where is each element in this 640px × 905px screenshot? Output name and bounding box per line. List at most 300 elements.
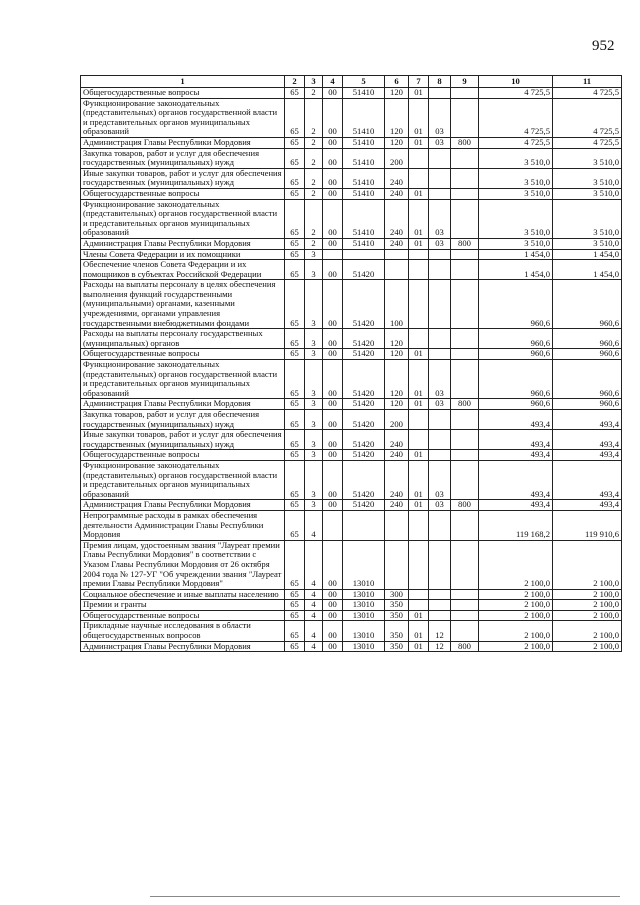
- amount-cell: 2 100,0: [479, 589, 553, 600]
- code-cell: [451, 600, 479, 611]
- column-header: 5: [343, 76, 385, 88]
- name-cell: Расходы на выплаты персоналу государственных (муниципальных) органов: [81, 329, 285, 349]
- code-cell: [409, 148, 429, 168]
- code-cell: 800: [451, 238, 479, 249]
- column-header: 6: [385, 76, 409, 88]
- table-row: [81, 621, 622, 641]
- amount-cell: 960,6: [479, 399, 553, 410]
- amount-cell: 960,6: [479, 329, 553, 349]
- code-cell: 65: [285, 430, 305, 450]
- amount-cell: 2 100,0: [479, 641, 553, 652]
- table-row: [81, 329, 622, 349]
- code-cell: [451, 460, 479, 499]
- column-header: 9: [451, 76, 479, 88]
- code-cell: 00: [323, 450, 343, 461]
- table-row: [81, 641, 622, 652]
- amount-cell: 4 725,5: [553, 98, 622, 137]
- name-cell: Общегосударственные вопросы: [81, 450, 285, 461]
- code-cell: 65: [285, 600, 305, 611]
- code-cell: 65: [285, 399, 305, 410]
- code-cell: 12: [429, 621, 451, 641]
- code-cell: 2: [305, 238, 323, 249]
- column-header: 10: [479, 76, 553, 88]
- code-cell: 3: [305, 329, 323, 349]
- code-cell: 03: [429, 238, 451, 249]
- amount-cell: 3 510,0: [479, 188, 553, 199]
- name-cell: Иные закупки товаров, работ и услуг для обеспечения государственных (муниципальных) нужд: [81, 168, 285, 188]
- code-cell: 3: [305, 410, 323, 430]
- code-cell: [429, 148, 451, 168]
- amount-cell: 4 725,5: [479, 98, 553, 137]
- table-row: [81, 260, 622, 280]
- amount-cell: 493,4: [479, 410, 553, 430]
- code-cell: 00: [323, 430, 343, 450]
- amount-cell: 1 454,0: [553, 249, 622, 260]
- code-cell: 65: [285, 199, 305, 238]
- amount-cell: 2 100,0: [479, 621, 553, 641]
- amount-cell: 4 725,5: [479, 88, 553, 99]
- table-row: [81, 589, 622, 600]
- code-cell: [323, 510, 343, 540]
- amount-cell: 3 510,0: [553, 199, 622, 238]
- code-cell: 4: [305, 641, 323, 652]
- code-cell: 51420: [343, 329, 385, 349]
- column-header: 11: [553, 76, 622, 88]
- name-cell: Прикладные научные исследования в области общегосударственных вопросов: [81, 621, 285, 641]
- code-cell: 65: [285, 450, 305, 461]
- code-cell: 4: [305, 621, 323, 641]
- page-number: 952: [592, 38, 615, 54]
- code-cell: 00: [323, 600, 343, 611]
- code-cell: 4: [305, 600, 323, 611]
- code-cell: 00: [323, 589, 343, 600]
- table-row: [81, 199, 622, 238]
- code-cell: 51420: [343, 460, 385, 499]
- name-cell: Обеспечение членов Совета Федерации и их помощников в субъектах Российской Федерации: [81, 260, 285, 280]
- budget-table: [80, 75, 622, 652]
- code-cell: 01: [409, 188, 429, 199]
- code-cell: 65: [285, 329, 305, 349]
- code-cell: [429, 188, 451, 199]
- code-cell: 120: [385, 88, 409, 99]
- table-row: [81, 238, 622, 249]
- amount-cell: 493,4: [479, 500, 553, 511]
- code-cell: 51420: [343, 410, 385, 430]
- code-cell: 65: [285, 641, 305, 652]
- code-cell: 03: [429, 137, 451, 148]
- amount-cell: 4 725,5: [479, 137, 553, 148]
- code-cell: 13010: [343, 610, 385, 621]
- code-cell: 13010: [343, 540, 385, 589]
- amount-cell: 3 510,0: [553, 188, 622, 199]
- amount-cell: 2 100,0: [553, 540, 622, 589]
- table-row: [81, 500, 622, 511]
- code-cell: [429, 540, 451, 589]
- code-cell: [429, 249, 451, 260]
- code-cell: 3: [305, 360, 323, 399]
- table-row: [81, 280, 622, 329]
- code-cell: 01: [409, 610, 429, 621]
- code-cell: 13010: [343, 621, 385, 641]
- code-cell: 00: [323, 621, 343, 641]
- code-cell: 3: [305, 260, 323, 280]
- code-cell: 4: [305, 610, 323, 621]
- table-row: [81, 600, 622, 611]
- code-cell: 3: [305, 349, 323, 360]
- name-cell: Премии и гранты: [81, 600, 285, 611]
- code-cell: 3: [305, 500, 323, 511]
- table-row: [81, 430, 622, 450]
- code-cell: 03: [429, 460, 451, 499]
- code-cell: 4: [305, 510, 323, 540]
- amount-cell: 493,4: [553, 450, 622, 461]
- code-cell: 240: [385, 450, 409, 461]
- code-cell: 2: [305, 168, 323, 188]
- code-cell: [343, 510, 385, 540]
- amount-cell: 493,4: [479, 430, 553, 450]
- code-cell: [385, 260, 409, 280]
- name-cell: Администрация Главы Республики Мордовия: [81, 238, 285, 249]
- code-cell: 65: [285, 360, 305, 399]
- code-cell: [429, 450, 451, 461]
- code-cell: 2: [305, 188, 323, 199]
- code-cell: [385, 510, 409, 540]
- name-cell: Администрация Главы Республики Мордовия: [81, 641, 285, 652]
- code-cell: 65: [285, 98, 305, 137]
- code-cell: [323, 249, 343, 260]
- code-cell: 350: [385, 621, 409, 641]
- table-row: [81, 168, 622, 188]
- code-cell: [385, 540, 409, 589]
- code-cell: 01: [409, 360, 429, 399]
- code-cell: 00: [323, 500, 343, 511]
- name-cell: Администрация Главы Республики Мордовия: [81, 500, 285, 511]
- name-cell: Иные закупки товаров, работ и услуг для обеспечения государственных (муниципальных) нужд: [81, 430, 285, 450]
- amount-cell: 3 510,0: [553, 238, 622, 249]
- code-cell: 2: [305, 137, 323, 148]
- code-cell: 00: [323, 98, 343, 137]
- code-cell: [451, 360, 479, 399]
- code-cell: [451, 188, 479, 199]
- code-cell: 65: [285, 260, 305, 280]
- code-cell: 2: [305, 88, 323, 99]
- table-body: [81, 88, 622, 652]
- code-cell: 51420: [343, 349, 385, 360]
- code-cell: 4: [305, 589, 323, 600]
- code-cell: [451, 349, 479, 360]
- amount-cell: 960,6: [553, 329, 622, 349]
- code-cell: [451, 98, 479, 137]
- code-cell: 800: [451, 137, 479, 148]
- amount-cell: 3 510,0: [479, 199, 553, 238]
- amount-cell: 960,6: [553, 360, 622, 399]
- code-cell: [451, 450, 479, 461]
- code-cell: 240: [385, 199, 409, 238]
- name-cell: Общегосударственные вопросы: [81, 349, 285, 360]
- code-cell: 51410: [343, 137, 385, 148]
- code-cell: [385, 249, 409, 260]
- code-cell: 51410: [343, 88, 385, 99]
- code-cell: 03: [429, 98, 451, 137]
- code-cell: 03: [429, 500, 451, 511]
- name-cell: Социальное обеспечение и иные выплаты населению: [81, 589, 285, 600]
- code-cell: [451, 280, 479, 329]
- code-cell: 120: [385, 98, 409, 137]
- amount-cell: 119 168,2: [479, 510, 553, 540]
- code-cell: [429, 260, 451, 280]
- code-cell: 01: [409, 98, 429, 137]
- code-cell: 01: [409, 137, 429, 148]
- code-cell: 01: [409, 199, 429, 238]
- code-cell: [429, 610, 451, 621]
- amount-cell: 2 100,0: [479, 600, 553, 611]
- code-cell: [429, 168, 451, 188]
- code-cell: 01: [409, 238, 429, 249]
- amount-cell: 960,6: [553, 399, 622, 410]
- code-cell: [451, 249, 479, 260]
- table-row: [81, 349, 622, 360]
- code-cell: 51420: [343, 260, 385, 280]
- code-cell: 3: [305, 460, 323, 499]
- code-cell: [429, 329, 451, 349]
- name-cell: Общегосударственные вопросы: [81, 88, 285, 99]
- code-cell: 51420: [343, 450, 385, 461]
- amount-cell: 493,4: [479, 460, 553, 499]
- code-cell: 00: [323, 137, 343, 148]
- amount-cell: 3 510,0: [553, 168, 622, 188]
- amount-cell: 3 510,0: [479, 168, 553, 188]
- code-cell: [451, 589, 479, 600]
- code-cell: [429, 510, 451, 540]
- code-cell: [451, 88, 479, 99]
- code-cell: 100: [385, 280, 409, 329]
- code-cell: 3: [305, 399, 323, 410]
- code-cell: 12: [429, 641, 451, 652]
- code-cell: 65: [285, 168, 305, 188]
- amount-cell: 493,4: [553, 410, 622, 430]
- code-cell: 00: [323, 329, 343, 349]
- code-cell: 65: [285, 621, 305, 641]
- code-cell: 240: [385, 188, 409, 199]
- code-cell: 200: [385, 148, 409, 168]
- amount-cell: 1 454,0: [553, 260, 622, 280]
- code-cell: [409, 260, 429, 280]
- code-cell: [409, 430, 429, 450]
- name-cell: Общегосударственные вопросы: [81, 188, 285, 199]
- code-cell: 00: [323, 280, 343, 329]
- code-cell: 03: [429, 399, 451, 410]
- table-row: [81, 399, 622, 410]
- code-cell: 51420: [343, 280, 385, 329]
- code-cell: 4: [305, 540, 323, 589]
- column-header: 3: [305, 76, 323, 88]
- code-cell: 65: [285, 238, 305, 249]
- code-cell: 00: [323, 540, 343, 589]
- code-cell: 51410: [343, 148, 385, 168]
- name-cell: Администрация Главы Республики Мордовия: [81, 137, 285, 148]
- code-cell: [409, 540, 429, 589]
- table-row: [81, 410, 622, 430]
- amount-cell: 2 100,0: [553, 600, 622, 611]
- code-cell: 01: [409, 641, 429, 652]
- code-cell: [451, 430, 479, 450]
- code-cell: [409, 168, 429, 188]
- name-cell: Закупка товаров, работ и услуг для обеспечения государственных (муниципальных) нужд: [81, 410, 285, 430]
- code-cell: 01: [409, 450, 429, 461]
- code-cell: 51410: [343, 199, 385, 238]
- code-cell: 65: [285, 349, 305, 360]
- table-row: [81, 360, 622, 399]
- column-header: 1: [81, 76, 285, 88]
- header-row: [81, 76, 622, 88]
- code-cell: 800: [451, 399, 479, 410]
- code-cell: 51410: [343, 98, 385, 137]
- table-row: [81, 137, 622, 148]
- code-cell: 65: [285, 88, 305, 99]
- amount-cell: 3 510,0: [553, 148, 622, 168]
- name-cell: Функционирование законодательных (представительных) органов государственной власти и представительных органов муниципальных образований: [81, 360, 285, 399]
- code-cell: 00: [323, 188, 343, 199]
- code-cell: [409, 249, 429, 260]
- code-cell: 240: [385, 500, 409, 511]
- name-cell: Закупка товаров, работ и услуг для обеспечения государственных (муниципальных) нужд: [81, 148, 285, 168]
- code-cell: 00: [323, 460, 343, 499]
- code-cell: 65: [285, 589, 305, 600]
- code-cell: [343, 249, 385, 260]
- code-cell: 03: [429, 199, 451, 238]
- code-cell: 00: [323, 610, 343, 621]
- code-cell: 00: [323, 260, 343, 280]
- code-cell: 00: [323, 399, 343, 410]
- table-row: [81, 88, 622, 99]
- amount-cell: 493,4: [553, 500, 622, 511]
- code-cell: 13010: [343, 600, 385, 611]
- code-cell: [429, 349, 451, 360]
- amount-cell: 3 510,0: [479, 238, 553, 249]
- code-cell: 2: [305, 148, 323, 168]
- code-cell: 3: [305, 450, 323, 461]
- amount-cell: 4 725,5: [553, 137, 622, 148]
- amount-cell: 3 510,0: [479, 148, 553, 168]
- code-cell: [451, 510, 479, 540]
- code-cell: 01: [409, 349, 429, 360]
- table-row: [81, 249, 622, 260]
- code-cell: 03: [429, 360, 451, 399]
- table-row: [81, 450, 622, 461]
- code-cell: 120: [385, 137, 409, 148]
- code-cell: [429, 600, 451, 611]
- code-cell: 51420: [343, 500, 385, 511]
- code-cell: [429, 410, 451, 430]
- code-cell: 240: [385, 430, 409, 450]
- code-cell: 350: [385, 610, 409, 621]
- code-cell: 01: [409, 460, 429, 499]
- code-cell: 120: [385, 399, 409, 410]
- amount-cell: 2 100,0: [553, 621, 622, 641]
- table-row: [81, 148, 622, 168]
- code-cell: 800: [451, 641, 479, 652]
- code-cell: [451, 540, 479, 589]
- code-cell: 3: [305, 430, 323, 450]
- code-cell: 800: [451, 500, 479, 511]
- code-cell: 65: [285, 610, 305, 621]
- code-cell: 65: [285, 510, 305, 540]
- code-cell: 00: [323, 238, 343, 249]
- column-header: 7: [409, 76, 429, 88]
- amount-cell: 960,6: [553, 280, 622, 329]
- table-row: [81, 188, 622, 199]
- code-cell: [409, 410, 429, 430]
- bottom-rule: [150, 896, 620, 897]
- code-cell: [409, 329, 429, 349]
- code-cell: 51410: [343, 238, 385, 249]
- code-cell: 00: [323, 360, 343, 399]
- amount-cell: 960,6: [479, 360, 553, 399]
- code-cell: 65: [285, 137, 305, 148]
- code-cell: 00: [323, 199, 343, 238]
- table-row: [81, 610, 622, 621]
- code-cell: 51420: [343, 399, 385, 410]
- code-cell: 65: [285, 500, 305, 511]
- code-cell: 51410: [343, 168, 385, 188]
- code-cell: 13010: [343, 641, 385, 652]
- code-cell: 120: [385, 329, 409, 349]
- amount-cell: 493,4: [553, 430, 622, 450]
- code-cell: 00: [323, 168, 343, 188]
- table-row: [81, 98, 622, 137]
- amount-cell: 2 100,0: [553, 641, 622, 652]
- amount-cell: 2 100,0: [553, 610, 622, 621]
- code-cell: [409, 589, 429, 600]
- code-cell: 240: [385, 168, 409, 188]
- code-cell: 200: [385, 410, 409, 430]
- code-cell: 51420: [343, 360, 385, 399]
- code-cell: 120: [385, 349, 409, 360]
- amount-cell: 493,4: [479, 450, 553, 461]
- code-cell: 65: [285, 188, 305, 199]
- code-cell: 120: [385, 360, 409, 399]
- name-cell: Премия лицам, удостоенным звания "Лауреат премии Главы Республики Мордовия" в соответствии с Указом Главы Республики Мордовия от 26 октября 2004 года № 127-УГ "Об учреждении звания "Лауреат премии Главы Республики Мордовия": [81, 540, 285, 589]
- code-cell: 51410: [343, 188, 385, 199]
- code-cell: 01: [409, 621, 429, 641]
- amount-cell: 2 100,0: [479, 540, 553, 589]
- code-cell: [429, 430, 451, 450]
- code-cell: [451, 260, 479, 280]
- code-cell: 65: [285, 148, 305, 168]
- amount-cell: 119 910,6: [553, 510, 622, 540]
- name-cell: Члены Совета Федерации и их помощники: [81, 249, 285, 260]
- code-cell: 240: [385, 460, 409, 499]
- amount-cell: 2 100,0: [479, 610, 553, 621]
- code-cell: 65: [285, 540, 305, 589]
- code-cell: 2: [305, 199, 323, 238]
- name-cell: Функционирование законодательных (представительных) органов государственной власти и представительных органов муниципальных образований: [81, 460, 285, 499]
- column-header: 8: [429, 76, 451, 88]
- code-cell: 01: [409, 399, 429, 410]
- code-cell: 51420: [343, 430, 385, 450]
- code-cell: 00: [323, 410, 343, 430]
- code-cell: [409, 280, 429, 329]
- code-cell: 3: [305, 280, 323, 329]
- code-cell: [451, 410, 479, 430]
- name-cell: Общегосударственные вопросы: [81, 610, 285, 621]
- code-cell: 3: [305, 249, 323, 260]
- name-cell: Администрация Главы Республики Мордовия: [81, 399, 285, 410]
- code-cell: 2: [305, 98, 323, 137]
- amount-cell: 1 454,0: [479, 249, 553, 260]
- code-cell: [451, 168, 479, 188]
- amount-cell: 960,6: [553, 349, 622, 360]
